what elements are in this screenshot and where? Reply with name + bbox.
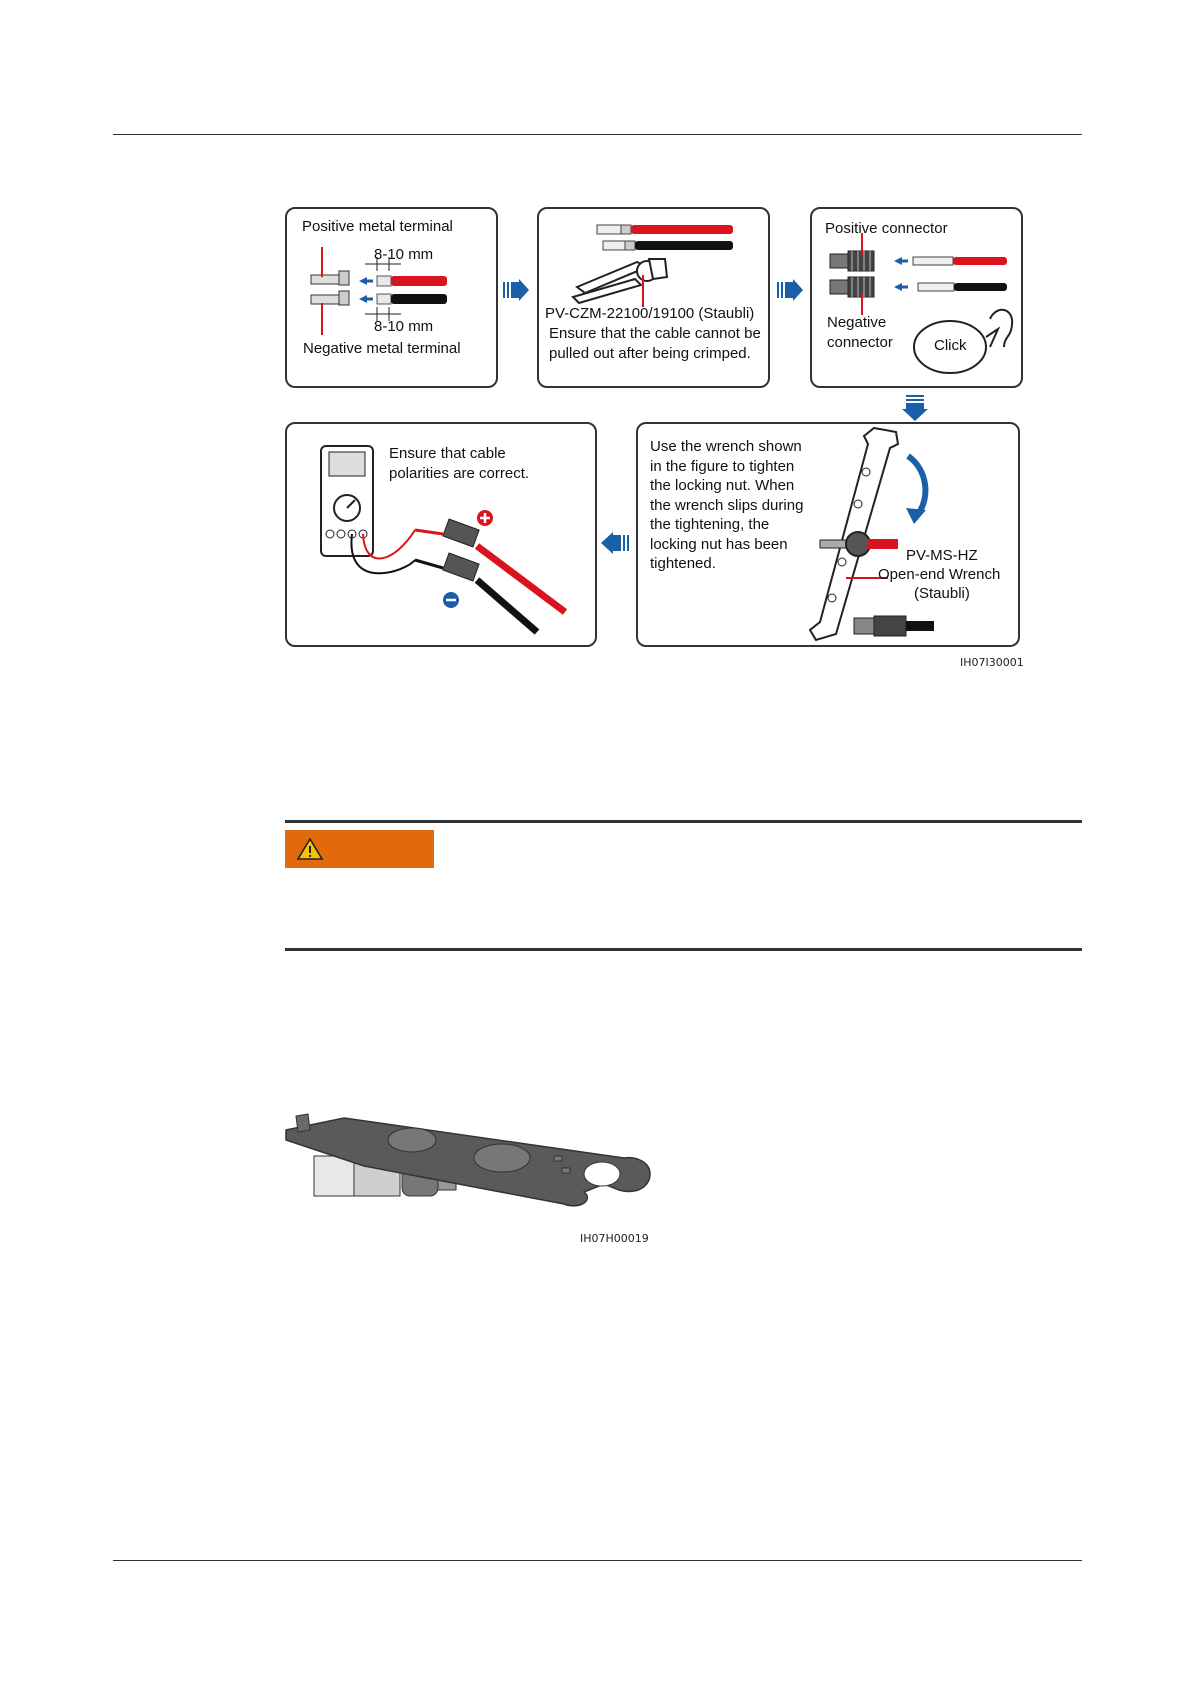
crimping-tool-label: PV-CZM-22100/19100 (Staubli) — [545, 305, 755, 322]
warning-bottom-rule — [285, 948, 1082, 951]
step-arrow-down — [904, 395, 930, 421]
strip-length-top: 8-10 mm — [374, 246, 434, 263]
header-rule — [113, 134, 1082, 135]
polarity-note: Ensure that cable polarities are correct. — [389, 445, 530, 482]
strip-length-bottom: 8-10 mm — [374, 318, 434, 335]
warning-top-rule — [285, 820, 1082, 823]
wrench-instruction: Use the wrench shown in the figure to tighten the locking nut. When the wrench slips during the tightening, the locking nut has been tightened. — [650, 438, 804, 572]
warning-badge — [285, 830, 434, 868]
wrench-brand-label: (Staubli) — [914, 585, 970, 602]
step-arrow-right-1 — [503, 279, 529, 305]
warning-triangle-icon — [297, 838, 323, 860]
wrench-type-label: Open-end Wrench — [878, 566, 1001, 583]
figure-code: IH07I30001 — [960, 656, 1024, 669]
open-end-wrench-illustration — [284, 1100, 664, 1210]
positive-connector-label: Positive connector — [825, 220, 948, 237]
multimeter-check-illustration — [285, 422, 595, 646]
click-label: Click — [934, 337, 967, 354]
negative-terminal-label: Negative metal terminal — [303, 340, 461, 357]
wrench-tightening-illustration — [636, 422, 1018, 646]
step-arrow-left — [601, 532, 629, 558]
step-arrow-right-2 — [777, 279, 803, 305]
wrench-model-label: PV-MS-HZ — [906, 547, 978, 564]
positive-terminal-label: Positive metal terminal — [302, 218, 453, 235]
terminal-crimp-illustration — [285, 207, 496, 387]
crimping-note: Ensure that the cable cannot be pulled out after being crimped. — [549, 325, 761, 362]
figure-code-2: IH07H00019 — [580, 1232, 649, 1245]
footer-rule — [113, 1560, 1082, 1561]
connector-assembly-illustration — [810, 207, 1021, 387]
negative-connector-label: Negative connector — [827, 314, 893, 351]
